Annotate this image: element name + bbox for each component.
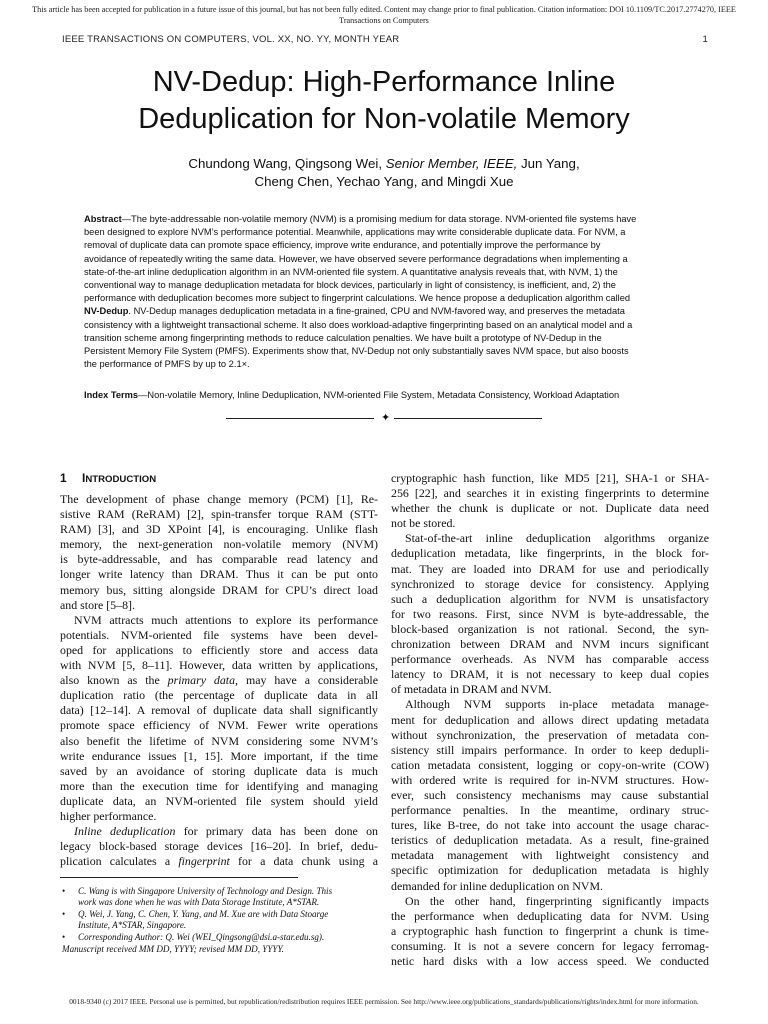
separator-diamond-icon: ✦ <box>381 411 391 424</box>
body-line: whether the chunk is duplicate or not. Duplicate data need <box>391 501 709 516</box>
body-line: netic hard disks with a low access speed. We conducted <box>391 954 709 968</box>
abstract-line: transition scheme among fingerprinting methods to reduce calculation penalties. We have built a prototype of NV-Dedup in the <box>84 332 602 343</box>
abstract-line: Abstract—The byte-addressable non-volatile memory (NVM) is a promising medium for data storage. NVM-oriented file systems have <box>84 214 637 224</box>
body-line: demanded for inline deduplication on NVM. <box>391 878 603 893</box>
index-terms-text: —Non-volatile Memory, Inline Deduplication, NVM-oriented File System, Metadata Consistency, Workload Adaptation <box>138 390 620 400</box>
section-title-rest: NTRODUCTION <box>85 474 157 485</box>
body-line: NVM attracts much attentions to explore its performance <box>74 612 378 627</box>
body-line: memory bus, sitting alongside DRAM for CPU’s direct load <box>60 582 378 597</box>
emphasis-primary-data: primary data <box>167 673 236 688</box>
acceptance-notice-line-1: This article has been accepted for publication in a future issue of this journal, but has not been fully edited. Content may change prior to final publication. Citation information: DOI 10.1109/TC.2017.2774270, IEEE <box>32 5 736 14</box>
body-line: for two reasons. First, since NVM is byte-addressable, the <box>391 606 709 621</box>
body-line: cation metadata consistent, logging or copy-on-write (COW) <box>391 757 709 772</box>
emphasis-fingerprint: fingerprint <box>178 854 230 869</box>
abstract-line: been designed to explore NVM’s performance potential. Meanwhile, applications may write considerable duplicate data. For NVM, a <box>84 227 626 238</box>
body-line: such a deduplication algorithm for NVM is unsatisfactory <box>391 591 709 606</box>
body-line: of metadata in DRAM and NVM. <box>391 682 552 697</box>
body-line: a cryptographic hash function to fingerprint a chunk is time- <box>391 923 709 938</box>
paper-title <box>60 64 708 138</box>
body-line: not be stored. <box>391 516 456 531</box>
body-line: also known as the primary data, may have a considerable <box>60 673 378 688</box>
system-name: NV-Dedup <box>84 306 129 317</box>
abstract-line: state-of-the-art inline deduplication algorithm in an NVM-oriented file system. A quantitative analysis reveals that, with NVM, 1) the <box>84 266 618 277</box>
body-line: 256 [22], and searches it in existing fingerprints to determine <box>391 486 709 501</box>
body-line: teristics of deduplication metadata. As a result, fine-grained <box>391 833 709 848</box>
body-line: longer write latency than DRAM. Thus it can be put onto <box>60 567 378 582</box>
body-line: latency to DRAM, it is not necessary to keep dual copies <box>391 667 709 682</box>
body-line: On the other hand, fingerprinting significantly impacts <box>405 893 709 908</box>
body-line: performance penalties. In the meantime, ordinary struc- <box>391 803 709 818</box>
body-line: block-based organization is not rational. Second, the syn- <box>391 621 709 636</box>
body-line: duplication ratio (the percentage of duplicate data in all <box>60 688 378 703</box>
body-line: and store [5–8]. <box>60 597 135 612</box>
body-line: data) [12–14]. A removal of duplicate data shall significantly <box>60 703 378 718</box>
body-line: legacy block-based storage devices [16–20]. In brief, dedu- <box>60 839 378 854</box>
author-line-2: Cheng Chen, Yechao Yang, and Mingdi Xue <box>254 174 514 189</box>
section-number: 1 <box>60 471 67 485</box>
title-line-2: Deduplication for Non-volatile Memory <box>138 103 630 135</box>
abstract-line: conventional way to manage deduplication metadata for block devices, particularly in light of consistency, is inefficient, and, 2) the <box>84 280 616 291</box>
abstract-line: removal of duplicate data can promote space efficiency, improve write endurance, and potentially improve the performance by <box>84 240 601 251</box>
footnotes <box>62 886 378 955</box>
footnote: • C. Wang is with Singapore University of Technology and Design. This work was done when he was with Data Storage Institute, A*STAR. <box>62 886 333 908</box>
body-line: saved by an avoidance of storing duplicate data is much <box>60 763 378 778</box>
footnote-bullet-icon: • <box>62 908 66 919</box>
abstract-label: Abstract <box>84 214 122 224</box>
body-line: memory, the next-generation non-volatile memory (NVM) <box>60 537 378 552</box>
body-line: with ordered write is required for in-NVM structures. How- <box>391 772 709 787</box>
body-line: mat. They are loaded into DRAM for use and periodically <box>391 561 709 576</box>
authors-part-1: Chundong Wang, Qingsong Wei, <box>188 156 383 171</box>
author-membership: Senior Member, IEEE, <box>385 156 518 171</box>
body-line: duplicate data, an NVM-oriented file system should yield <box>60 793 378 808</box>
body-line: metadata management with lightweight consistency and <box>391 848 709 863</box>
separator-rule-left <box>226 418 374 419</box>
body-line: with NVM [5, 8–11]. However, data written by applications, <box>60 658 378 673</box>
abstract-line: NV-Dedup. NV-Dedup manages deduplication metadata in a fine-grained, CPU and NVM-favored way, and preserves the metadata <box>84 306 625 317</box>
body-line: also benefit the lifetime of NVM considering some NVM’s <box>60 733 378 748</box>
footnote-rule <box>60 877 298 878</box>
body-line: ever, such consistency mechanisms may cause substantial <box>391 787 709 802</box>
separator-rule-right <box>394 418 542 419</box>
emphasis-inline-dedup: Inline deduplication <box>74 824 176 839</box>
body-line: ment for deduplication and allows direct updating metadata <box>391 712 709 727</box>
copyright-footer: 0018-9340 (c) 2017 IEEE. Personal use is permitted, but republication/redistribution requires IEEE permission. See http://www.ieee.org/publications_standards/publications/rights/index.html for more information. <box>69 997 699 1006</box>
manuscript-dates: Manuscript received MM DD, YYYY; revised MM DD, YYYY. <box>62 944 284 955</box>
body-line: chronization between DRAM and NVM incurs significant <box>391 637 709 652</box>
footnote: • Q. Wei, J. Yang, C. Chen, Y. Yang, and M. Xue are with Data Stoarge Institute, A*STAR, Singapore. <box>62 908 329 931</box>
body-line: Inline deduplication for primary data has been done on <box>74 824 378 839</box>
left-column <box>60 492 378 869</box>
author-line-1 <box>60 155 708 173</box>
footnote-bullet-icon: • <box>62 886 66 896</box>
index-terms-label: Index Terms <box>84 390 139 400</box>
body-line: higher performance. <box>60 808 157 823</box>
footnote: • Corresponding Author: Q. Wei (WEI_Qingsong@dsi.a-star.edu.sg). <box>62 931 325 942</box>
body-line: RAM) [3], and 3D XPoint [4], is encouraging. Unlike flash <box>60 522 378 537</box>
body-line: deduplication metadata, like fingerprints, in the block for- <box>391 546 709 561</box>
body-line: sistive RAM (ReRAM) [2], spin-transfer torque RAM (STT- <box>60 507 378 522</box>
body-line: Stat-of-the-art inline deduplication algorithms organize <box>405 531 709 546</box>
body-line: performance overheads. As NVM has comparable access <box>391 652 709 667</box>
authors-part-2: Jun Yang, <box>520 156 580 171</box>
abstract-line: the performance of PMFS by up to 2.1×. <box>84 359 250 370</box>
body-line: plication calculates a fingerprint for a data chunk using a <box>60 854 378 869</box>
body-line: the performance when deduplicating data for NVM. Using <box>391 908 709 923</box>
body-line: promote space efficiency of NVM. Fewer write operations <box>60 718 378 733</box>
page-number: 1 <box>702 34 708 45</box>
body-line: is byte-addressable, and has comparable read latency and <box>60 552 378 567</box>
title-line-1: NV-Dedup: High-Performance Inline <box>152 66 616 98</box>
body-line: more than the execution time for identifying and managing <box>60 778 378 793</box>
abstract-line: performance with deduplication becomes more subject to fingerprint calculations. We hence propose a deduplication algorithm called <box>84 293 631 304</box>
abstract-line: consistency with a lightweight transactional scheme. It also does workload-adaptive fingerprinting based on an analytical model and a <box>84 319 633 330</box>
author-list <box>60 155 708 191</box>
body-line: synchronized to storage device for consistency. Applying <box>391 576 709 591</box>
body-line: cryptographic hash function, like MD5 [21], SHA-1 or SHA- <box>391 471 709 485</box>
abstract-line: Persistent Memory File System (PMFS). Experiments show that, NV-Dedup not only substantially saves NVM space, but also boosts <box>84 346 629 357</box>
footnote-bullet-icon: • <box>62 931 66 942</box>
body-line: write endurance issues [1, 15]. More important, if the time <box>60 748 378 763</box>
body-line: Although NVM supports in-place metadata manage- <box>405 697 709 712</box>
body-line: specific optimization for deduplication metadata is highly <box>391 863 709 878</box>
body-line: potentials. NVM-oriented file systems have been devel- <box>60 627 378 642</box>
index-terms <box>84 389 688 402</box>
body-line: consuming. It is not a severe concern for legacy ferromag- <box>391 938 709 953</box>
body-line: The development of phase change memory (PCM) [1], Re- <box>60 492 378 506</box>
body-line: without synchronization, the preservation of metadata con- <box>391 727 709 742</box>
section-separator <box>226 411 542 424</box>
running-head <box>62 34 708 45</box>
journal-running-title: IEEE TRANSACTIONS ON COMPUTERS, VOL. XX, NO. YY, MONTH YEAR <box>62 34 400 45</box>
right-column <box>391 471 709 969</box>
acceptance-notice-line-2: Transactions on Computers <box>339 16 429 25</box>
body-line: sistency still impairs performance. In order to keep dedupli- <box>391 742 709 757</box>
abstract-line: avoidance of repeatedly writing the same data. However, we have observed severe performance degradations when implementing a <box>84 253 628 264</box>
body-line: oped for applications to efficiently store and access data <box>60 642 378 657</box>
abstract <box>84 213 688 371</box>
body-line: tures, like B-tree, do not take into account the usage charac- <box>391 818 709 833</box>
section-title-initial: I <box>82 471 86 485</box>
acceptance-notice <box>24 4 744 26</box>
section-heading <box>60 471 156 485</box>
